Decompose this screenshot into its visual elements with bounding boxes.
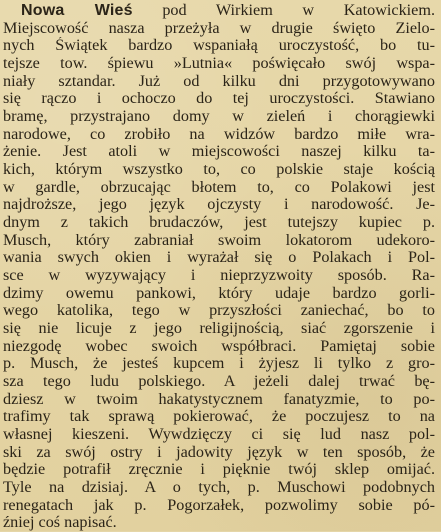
- article-line: się nie licuje z jego religijnością, siać zgorszenie i: [3, 320, 435, 338]
- article-line: źniej coś napisać.: [3, 514, 117, 532]
- article-line: dziesz w twoim hakatystycznem fanatyzmie, to po-: [3, 390, 435, 408]
- article-line: będzie potrafił zręcznie i pięknie twój sklep omijać.: [3, 461, 435, 479]
- article-line: dzimy owemu pankowi, który udaje bardzo gorli-: [3, 284, 435, 302]
- article-line: bramę, przystrajano domy w zieleń i chorągiewki: [3, 108, 435, 126]
- article-line: Musch, który zabraniał swoim lokatorom udekoro-: [3, 231, 435, 249]
- article-lead-heading: Nowa Wieś: [21, 2, 133, 19]
- article-line: żenie. Jest atoli w miejscowości naszej kilku ta-: [3, 143, 435, 161]
- article-line: niezgodę wobec swoich współbraci. Pamiętaj sobie: [3, 337, 435, 355]
- article-line: trafimy tak sprawą pokierować, że poczujesz to na: [3, 408, 435, 426]
- article-line: wania swych okien i wyrażał się o Polakach i Pol-: [3, 249, 435, 267]
- article-line: [3, 2, 435, 20]
- article-line: najdroższe, jego język ojczysty i narodowość. Je-: [3, 196, 435, 214]
- article-line: sza tego ludu polskiego. A jeżeli dalej trwać bę-: [3, 373, 435, 391]
- article-line: renegatach jak p. Pogorzałek, pozwolimy sobie pó-: [3, 496, 435, 514]
- article-line: nych Świątek bardzo wspaniałą uroczystość, bo tu-: [3, 37, 435, 55]
- article-line: Tyle na dzisiaj. A o tych, p. Muschowi podobnych: [3, 479, 435, 497]
- article-line: się rączo i ochoczo do tej uroczystości. Stawiano: [3, 90, 435, 108]
- article-line-text: pod Wirkiem w Katowickiem.: [132, 2, 435, 19]
- article-line: sce w wyzywający i nieprzyzwoity sposób. Ra-: [3, 267, 435, 285]
- article-line: własnej kieszeni. Wywdzięczy ci się lud nasz pol-: [3, 426, 435, 444]
- article-line: w gardle, obrzucając błotem to, co Polakowi jest: [3, 178, 435, 196]
- article-line: ski za swój ostry i jadowity język w ten sposób, że: [3, 443, 435, 461]
- article-line: Miejscowość nasza przeżyła w drugie święto Zielo-: [3, 19, 435, 37]
- article-line: wego katolika, tego w przyszłości zaniechać, bo to: [3, 302, 435, 320]
- article-line: tejsze tow. śpiewu »Lutnia« poświęcało swój wspa-: [3, 55, 435, 73]
- news-article: [3, 2, 435, 532]
- article-line: niały sztandar. Już od kilku dni przygotowywano: [3, 72, 435, 90]
- article-line: kich, którym wszystko to, co polskie staje kością: [3, 161, 435, 179]
- article-line: p. Musch, że jesteś kupcem i żyjesz li tylko z gro-: [3, 355, 435, 373]
- article-line: dnym z takich brudaczów, jest tutejszy kupiec p.: [3, 214, 435, 232]
- article-line: narodowe, co zrobiło na widzów bardzo miłe wra-: [3, 125, 435, 143]
